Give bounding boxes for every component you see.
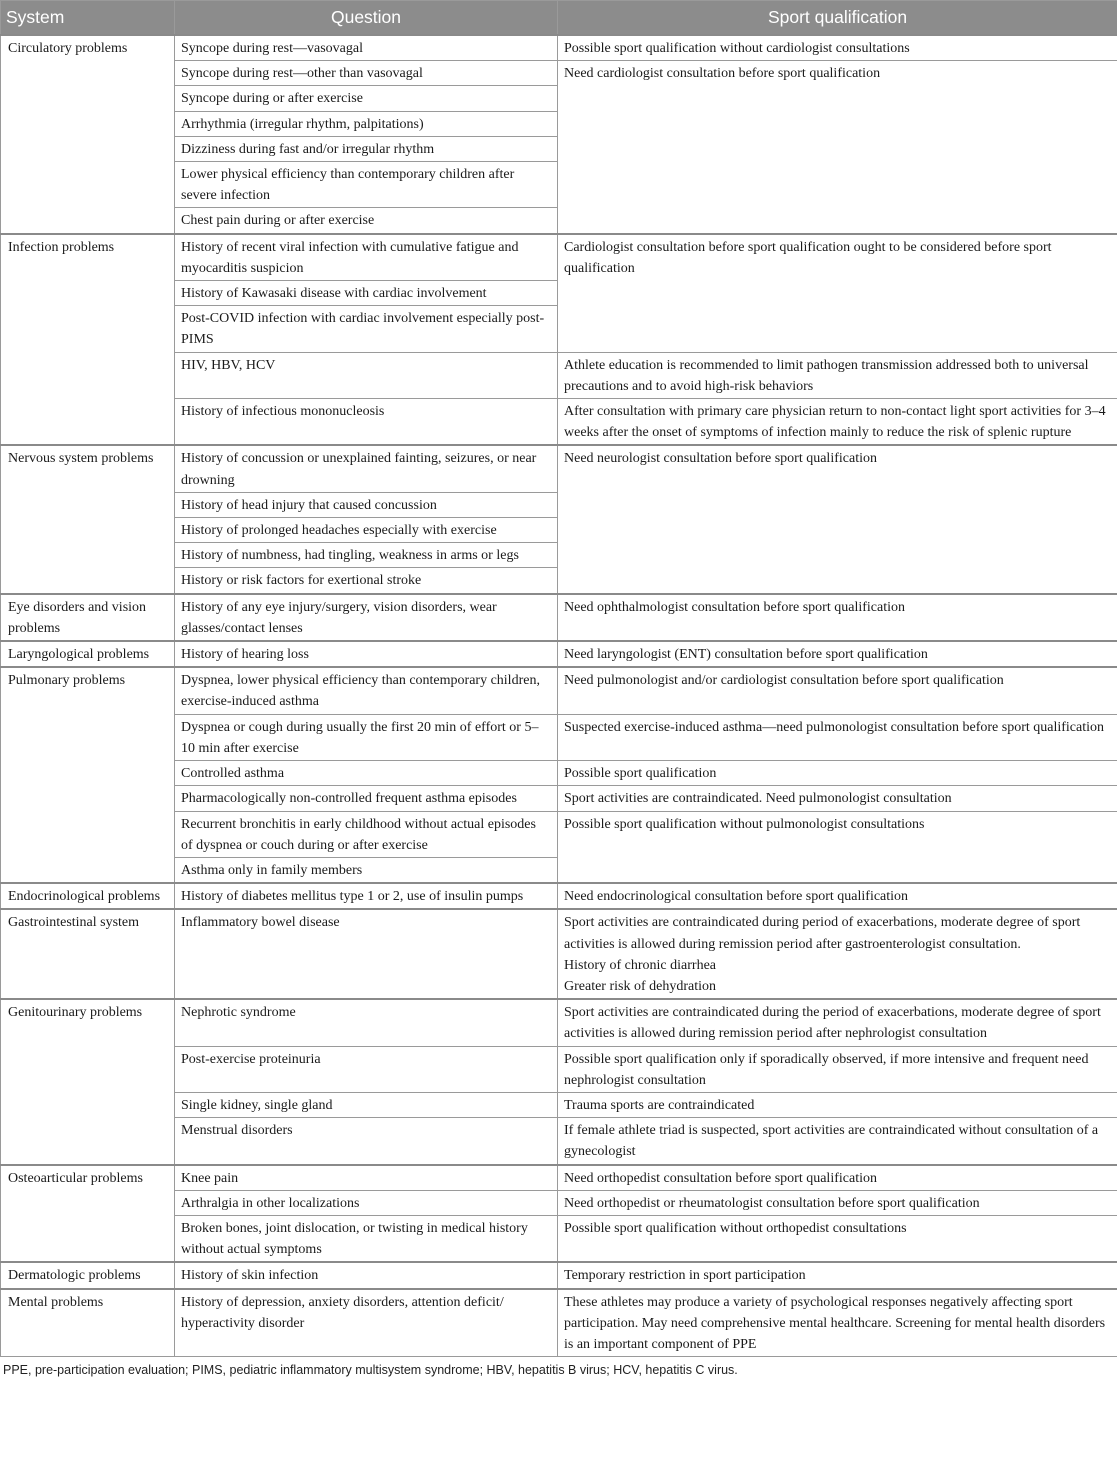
question-cell: Knee pain [175, 1165, 558, 1191]
table-row [1, 1165, 1117, 1191]
table-row [1, 999, 1117, 1046]
question-cell: HIV, HBV, HCV [175, 352, 558, 398]
qualification-cell: Sport activities are contraindicated during the period of exacerbations, moderate degree of sport activities is allowed during remission period after nephrologist consultation [558, 999, 1117, 1046]
question-cell: Controlled asthma [175, 761, 558, 786]
question-cell: Menstrual disorders [175, 1118, 558, 1165]
question-cell: Arrhythmia (irregular rhythm, palpitations) [175, 111, 558, 136]
qualification-cell: Need cardiologist consultation before sport qualification [558, 61, 1117, 234]
qualification-cell: After consultation with primary care physician return to non-contact light sport activities for 3–4 weeks after the onset of symptoms of infection mainly to reduce the risk of splenic rupture [558, 399, 1117, 446]
qualification-cell: Need pulmonologist and/or cardiologist consultation before sport qualification [558, 667, 1117, 714]
qualification-cell: Sport activities are contraindicated. Need pulmonologist consultation [558, 786, 1117, 811]
header-sport-qualification: Sport qualification [558, 1, 1117, 36]
qualification-cell: Need endocrinological consultation before sport qualification [558, 883, 1117, 909]
question-cell: History of any eye injury/surgery, vision disorders, wear glasses/contact lenses [175, 594, 558, 641]
question-cell: History of Kawasaki disease with cardiac involvement [175, 281, 558, 306]
system-cell: Gastrointestinal system [1, 909, 175, 999]
table-row [1, 641, 1117, 667]
system-cell: Mental problems [1, 1289, 175, 1357]
system-cell: Genitourinary problems [1, 999, 175, 1164]
qualification-cell: Possible sport qualification without pulmonologist consultations [558, 811, 1117, 883]
system-cell: Circulatory problems [1, 35, 175, 234]
question-cell: Syncope during or after exercise [175, 86, 558, 111]
qualification-cell: Need neurologist consultation before sport qualification [558, 445, 1117, 593]
question-cell: Arthralgia in other localizations [175, 1190, 558, 1215]
question-cell: Dyspnea, lower physical efficiency than contemporary children, exercise-induced asthma [175, 667, 558, 714]
qualification-cell: Need ophthalmologist consultation before sport qualification [558, 594, 1117, 641]
system-cell: Dermatologic problems [1, 1262, 175, 1288]
question-cell: History of numbness, had tingling, weakness in arms or legs [175, 543, 558, 568]
system-cell: Infection problems [1, 234, 175, 446]
table-row [1, 234, 1117, 281]
qualification-cell: Possible sport qualification without cardiologist consultations [558, 35, 1117, 61]
question-cell: History or risk factors for exertional stroke [175, 568, 558, 594]
system-cell: Pulmonary problems [1, 667, 175, 883]
question-cell: Single kidney, single gland [175, 1092, 558, 1117]
question-cell: Syncope during rest—vasovagal [175, 35, 558, 61]
table-row [1, 883, 1117, 909]
question-cell: History of skin infection [175, 1262, 558, 1288]
question-cell: Dyspnea or cough during usually the first 20 min of effort or 5–10 min after exercise [175, 714, 558, 760]
table-row [1, 1262, 1117, 1288]
table-row [1, 594, 1117, 641]
question-cell: Dizziness during fast and/or irregular rhythm [175, 136, 558, 161]
question-cell: History of prolonged headaches especially with exercise [175, 518, 558, 543]
question-cell: Nephrotic syndrome [175, 999, 558, 1046]
header-row [1, 1, 1117, 36]
qualification-cell: Temporary restriction in sport participation [558, 1262, 1117, 1288]
qualification-cell: Need orthopedist consultation before sport qualification [558, 1165, 1117, 1191]
table-row [1, 1289, 1117, 1357]
table-header [1, 1, 1117, 36]
qualification-cell: Possible sport qualification only if sporadically observed, if more intensive and frequent need nephrologist consultation [558, 1046, 1117, 1092]
table-body [1, 35, 1117, 1357]
system-cell: Eye disorders and vision problems [1, 594, 175, 641]
question-cell: Pharmacologically non-controlled frequent asthma episodes [175, 786, 558, 811]
system-cell: Osteoarticular problems [1, 1165, 175, 1263]
question-cell: History of diabetes mellitus type 1 or 2, use of insulin pumps [175, 883, 558, 909]
table-footnote: PPE, pre-participation evaluation; PIMS, pediatric inflammatory multisystem syndrome; HBV, hepatitis B virus; HCV, hepatitis C virus. [3, 1363, 738, 1378]
table-row [1, 445, 1117, 492]
question-cell: Recurrent bronchitis in early childhood without actual episodes of dyspnea or couch during or after exercise [175, 811, 558, 857]
header-system: System [1, 1, 175, 36]
question-cell: History of concussion or unexplained fainting, seizures, or near drowning [175, 445, 558, 492]
question-cell: History of hearing loss [175, 641, 558, 667]
qualification-cell: Sport activities are contraindicated during period of exacerbations, moderate degree of sport activities is allowed during remission period after gastroenterologist consultation. History of chronic diarrhea Greater risk of dehydration [558, 909, 1117, 999]
qualification-cell: Need laryngologist (ENT) consultation before sport qualification [558, 641, 1117, 667]
qualification-cell: Trauma sports are contraindicated [558, 1092, 1117, 1117]
qualification-cell: Need orthopedist or rheumatologist consultation before sport qualification [558, 1190, 1117, 1215]
question-cell: Post-COVID infection with cardiac involvement especially post-PIMS [175, 306, 558, 352]
qualification-cell: Possible sport qualification [558, 761, 1117, 786]
qualification-cell: If female athlete triad is suspected, sport activities are contraindicated without consultation of a gynecologist [558, 1118, 1117, 1165]
qualification-cell: Suspected exercise-induced asthma—need pulmonologist consultation before sport qualification [558, 714, 1117, 760]
qualification-cell: Athlete education is recommended to limit pathogen transmission addressed both to universal precautions and to avoid high-risk behaviors [558, 352, 1117, 398]
qualification-cell: Cardiologist consultation before sport qualification ought to be considered before sport qualification [558, 234, 1117, 353]
system-cell: Laryngological problems [1, 641, 175, 667]
question-cell: Lower physical efficiency than contemporary children after severe infection [175, 162, 558, 208]
question-cell: Syncope during rest—other than vasovagal [175, 61, 558, 86]
qualification-cell: Possible sport qualification without orthopedist consultations [558, 1215, 1117, 1262]
question-cell: Asthma only in family members [175, 857, 558, 883]
question-cell: Inflammatory bowel disease [175, 909, 558, 999]
table-row [1, 909, 1117, 999]
question-cell: History of depression, anxiety disorders, attention deficit/ hyperactivity disorder [175, 1289, 558, 1357]
qualification-cell: These athletes may produce a variety of psychological responses negatively affecting sport participation. May need comprehensive mental healthcare. Screening for mental health disorders is an important component of PPE [558, 1289, 1117, 1357]
question-cell: Chest pain during or after exercise [175, 208, 558, 234]
question-cell: Post-exercise proteinuria [175, 1046, 558, 1092]
table-row [1, 667, 1117, 714]
question-cell: Broken bones, joint dislocation, or twisting in medical history without actual symptoms [175, 1215, 558, 1262]
system-cell: Endocrinological problems [1, 883, 175, 909]
question-cell: History of recent viral infection with cumulative fatigue and myocarditis suspicion [175, 234, 558, 281]
system-cell: Nervous system problems [1, 445, 175, 593]
question-cell: History of head injury that caused concussion [175, 492, 558, 517]
table-row [1, 35, 1117, 61]
header-question: Question [175, 1, 558, 36]
question-cell: History of infectious mononucleosis [175, 399, 558, 446]
